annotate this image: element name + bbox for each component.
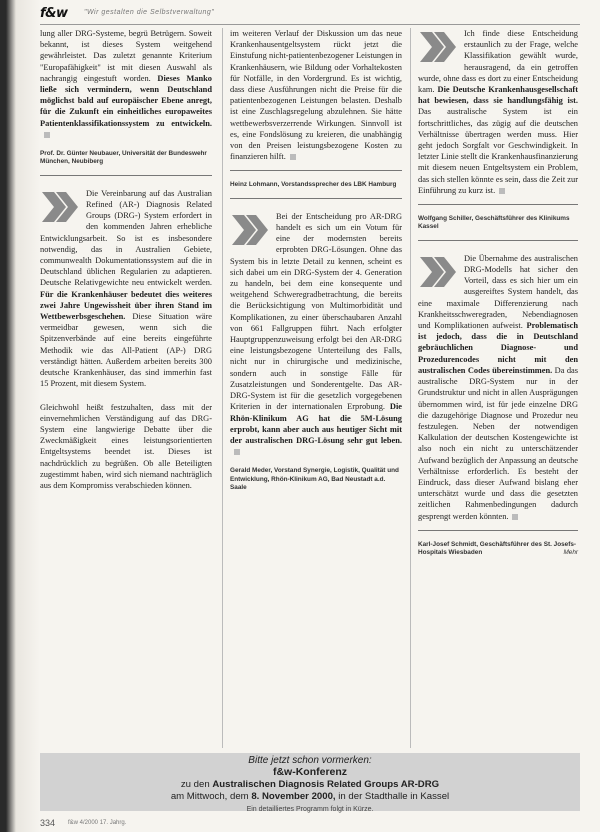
column-3 [418, 28, 578, 570]
column-1 [40, 28, 212, 503]
announcement-date-venue: am Mittwoch, dem 8. November 2000, in der Stadthalle in Kassel [170, 791, 450, 802]
announcement-kicker: Bitte jetzt schon vormerken: [248, 755, 372, 766]
end-mark-icon [290, 154, 296, 160]
end-mark-icon [44, 132, 50, 138]
announcement-topic: zu den Australischen Diagnosis Related Groups AR-DRG [180, 779, 440, 790]
page-header [40, 6, 580, 22]
column-2 [230, 28, 402, 505]
statement-text: Bei der Entscheidung pro AR-DRG handelt es sich um ein Votum für eine der modernsten bereits erprobten DRG-Lösungen. Ohne das System bis in letzte Detail zu kennen, scheint es sich dabei um ein DRG-System der 4. Generation zu handeln, bei dem eine konsequente und weitgehend Schweregradbetrachtung, die bereits die Berücksichtigung von Multimorbidität und Komplikationen, zu einer überschaubaren Anzahl von 661 Fallgruppen führt. Nach erfolgter Hauptgruppenzuweisung erfolgt bei den AR-DRG eine leistungsbezogene Unterteilung des Falls, nicht nur in chirurgische und medizinische, sondern auch in sonstige Fälle für Zusatzleistungen und Sonderentgelte. Das AR-DRG-System ist für die gesetzlich vorgegebenen Kriterien in der internationalen Erprobung. Die Rhön-Klinikum AG hat die 5M-Lösung erprobt, kann aber auch aus heutiger Sicht mit der australischen DRG-Lösung sehr gut leben. [230, 211, 402, 457]
column-divider-2 [410, 28, 411, 748]
end-mark-icon [499, 188, 505, 194]
statement-lohmann-end [230, 28, 402, 199]
divider [418, 204, 578, 205]
divider [418, 240, 578, 241]
statement-meder [230, 211, 402, 493]
column-divider-1 [222, 28, 223, 748]
continued-marker: Mehr [563, 549, 578, 557]
statement-text: Gleichwohl heißt festzuhalten, dass mit der einvernehmlichen Verständigung auf das DRG-System eine langwierige Debatte über die Zweckmäßigkeit eines leistungsorientierten Entgeltsystems beendet ist. Dieses ist nachdrücklich zu begrüßen. Ob alle Beteiligten zugestimmt haben, wird sich niemand nachträglich aus dem Kompromiss verabschieden können. [40, 402, 212, 490]
divider [230, 170, 402, 171]
issue-info: f&w 4/2000 17. Jahrg. [68, 820, 127, 826]
author-credit: Wolfgang Schiller, Geschäftsführer des Klinikums Kassel [418, 215, 570, 231]
statement-text: lung aller DRG-Systeme, begrü Betrügern. Soweit bekannt, ist dieses System weitgehend gewährleistet. Das zuletzt genannte Kriterium "Europafähigkeit" ist mit diesen Auswahl als nachrangig eingestuft worden. Dieses Manko ließe sich vermindern, wenn Deutschland möglichst bald auf europäischer Ebene anregt, für die Zukunft ein einheitliches europaweites Patientenklassifikationssystem zu entwickeln. [40, 28, 212, 140]
statement-schiller [418, 28, 578, 241]
author-credit: Heinz Lohmann, Vorstandssprecher des LBK Hamburg [230, 181, 397, 189]
page-number: 334 [40, 818, 56, 828]
divider [418, 530, 578, 531]
section-title: "Wir gestalten die Selbstverwaltung" [84, 9, 215, 16]
announcement-title: f&w-Konferenz [272, 766, 348, 778]
divider [230, 198, 402, 199]
quote-marks-icon [230, 213, 270, 247]
end-mark-icon [234, 449, 240, 455]
statement-continuation [40, 402, 212, 492]
statement-block [40, 188, 212, 390]
page-footer [40, 818, 580, 830]
statement-schmidt [418, 253, 578, 558]
statement-text: im weiteren Verlauf der Diskussion um das neue Krankenhausentgeltsystem rückt jetzt die Einstufung nicht-patientenbezogener Leistungen in Krankenhäusern, wie Bildung oder Vorhaltekosten für Notfälle, in den Vordergrund. Es ist wichtig, dass diese Ausführungen nicht die Preise für die patientenbezogenen Leistungen belasten. Deshalb ist eine Zuschlagsregelung abzulehnen. Sie hätte wettbewerbsverzerrende Wirkungen. Sinnvoll ist es, eine Fondslösung zu kreieren, die unabhängig von den Preisen leistungsbezogene Kosten zu finanzieren hilft. [230, 29, 402, 162]
statement-text: Die Übernahme des australischen DRG-Modells hat sicher den Vorteil, dass es sich hier um ein ausgereiftes System handelt, das eine maximale Differenzierung nach Krankheitsschweregraden, Nebendiagnosen und Komplikationen aufweist. Problematisch ist jedoch, dass die in Deutschland gebräuchlichen Diagnose- und Prozedurencodes nicht mit den australischen Codes übereinstimmen. Da das australische DRG-System nur in der Grundstruktur und nicht in allen Ausprägungen übernommen wird, ist für jede einzelne DRG die dazugehörige Diagnose und Prozedur neu festzulegen. Neben der notwendigen Kalkulation der deutschen Kostengewichte ist also noch ein nicht zu unterschätzender Aufwand bezüglich der Anpassung an deutsche Verhältnisse erforderlich. Es besteht der Eindruck, dass dieser Aufwand bislang eher unterschätzt wurde und dass die gesetzten zeitlichen Rahmenbedingungen dadurch gesprengt werden könnten. [418, 253, 578, 521]
quote-marks-icon [418, 30, 458, 64]
author-credit: Prof. Dr. Günter Neubauer, Universität der Bundeswehr München, Neubiberg [40, 150, 207, 166]
author-credit: Gerald Meder, Vorstand Synergie, Logistik, Qualität und Entwicklung, Rhön-Klinikum AG, Bad Neustadt a.d. Saale [230, 467, 399, 492]
statement-nerlich-end [40, 28, 212, 176]
statement-text: Die Vereinbarung auf das Australian Refined (AR-) Diagnosis Related Groups (DRG-) System erfordert in den kommenden Jahren erhebliche Entwicklungsarbeit. So ist es insbesondere notwendig, das in Australien Gebiete, communwealth Dokumentationssystem auf die in Deutschland üblichen Regularien zu adaptieren. Deutsche Relativgewichte neu entwickelt werden. Für die Krankenhäuser bedeutet dies weiteres zwei Jahre Ungewissheit über ihren Stand im Wettbewerbsgeschehen. Diese Situation wäre vermeidbar gewesen, wenn sich die Spitzenverbände auf eine bereits eingeführte Methodik wie das All-Patient (AP-) DRG verständigt hätten. Außerdem arbeiten bereits 300 deutsche Krankenhäuser, das sind immerhin fast 15 Prozent, mit diesem System. [40, 188, 212, 389]
announcement-note: Ein detailliertes Programm folgt in Kürze. [246, 806, 374, 813]
magazine-logo: f&w [40, 6, 68, 21]
statement-text: Ich finde diese Entscheidung erstaunlich zu der Frage, welche Klassifikation gewählt wurde, herausragend, da ein getroffen wurde, ohne dass es dort zu einer Entscheidung kam. Die Deutsche Krankenhausgesellschaft hat bewiesen, dass sie handlungsfähig ist. Das australische System ist ein fortschrittliches, das zügig auf die deutschen Verhältnisse übertragen werden muss. Hier geht jedoch Sorgfalt vor Geschwindigkeit. In letzter Linie stellt die Krankenhausfinanzierung mit diesem neuen Entgeltsystem ein Problem, das sich stellen könnte es sein, dass die Zeit zur Einführung zu kurz ist. [418, 29, 579, 195]
header-rule [40, 24, 580, 25]
author-credit: Karl-Josef Schmidt, Geschäftsführer des St. Josefs-Hospitals Wiesbaden Mehr [418, 540, 578, 557]
divider [40, 175, 212, 176]
end-mark-icon [512, 514, 518, 520]
quote-marks-icon [418, 255, 458, 289]
conference-announcement [40, 753, 580, 811]
quote-marks-icon [40, 190, 80, 224]
